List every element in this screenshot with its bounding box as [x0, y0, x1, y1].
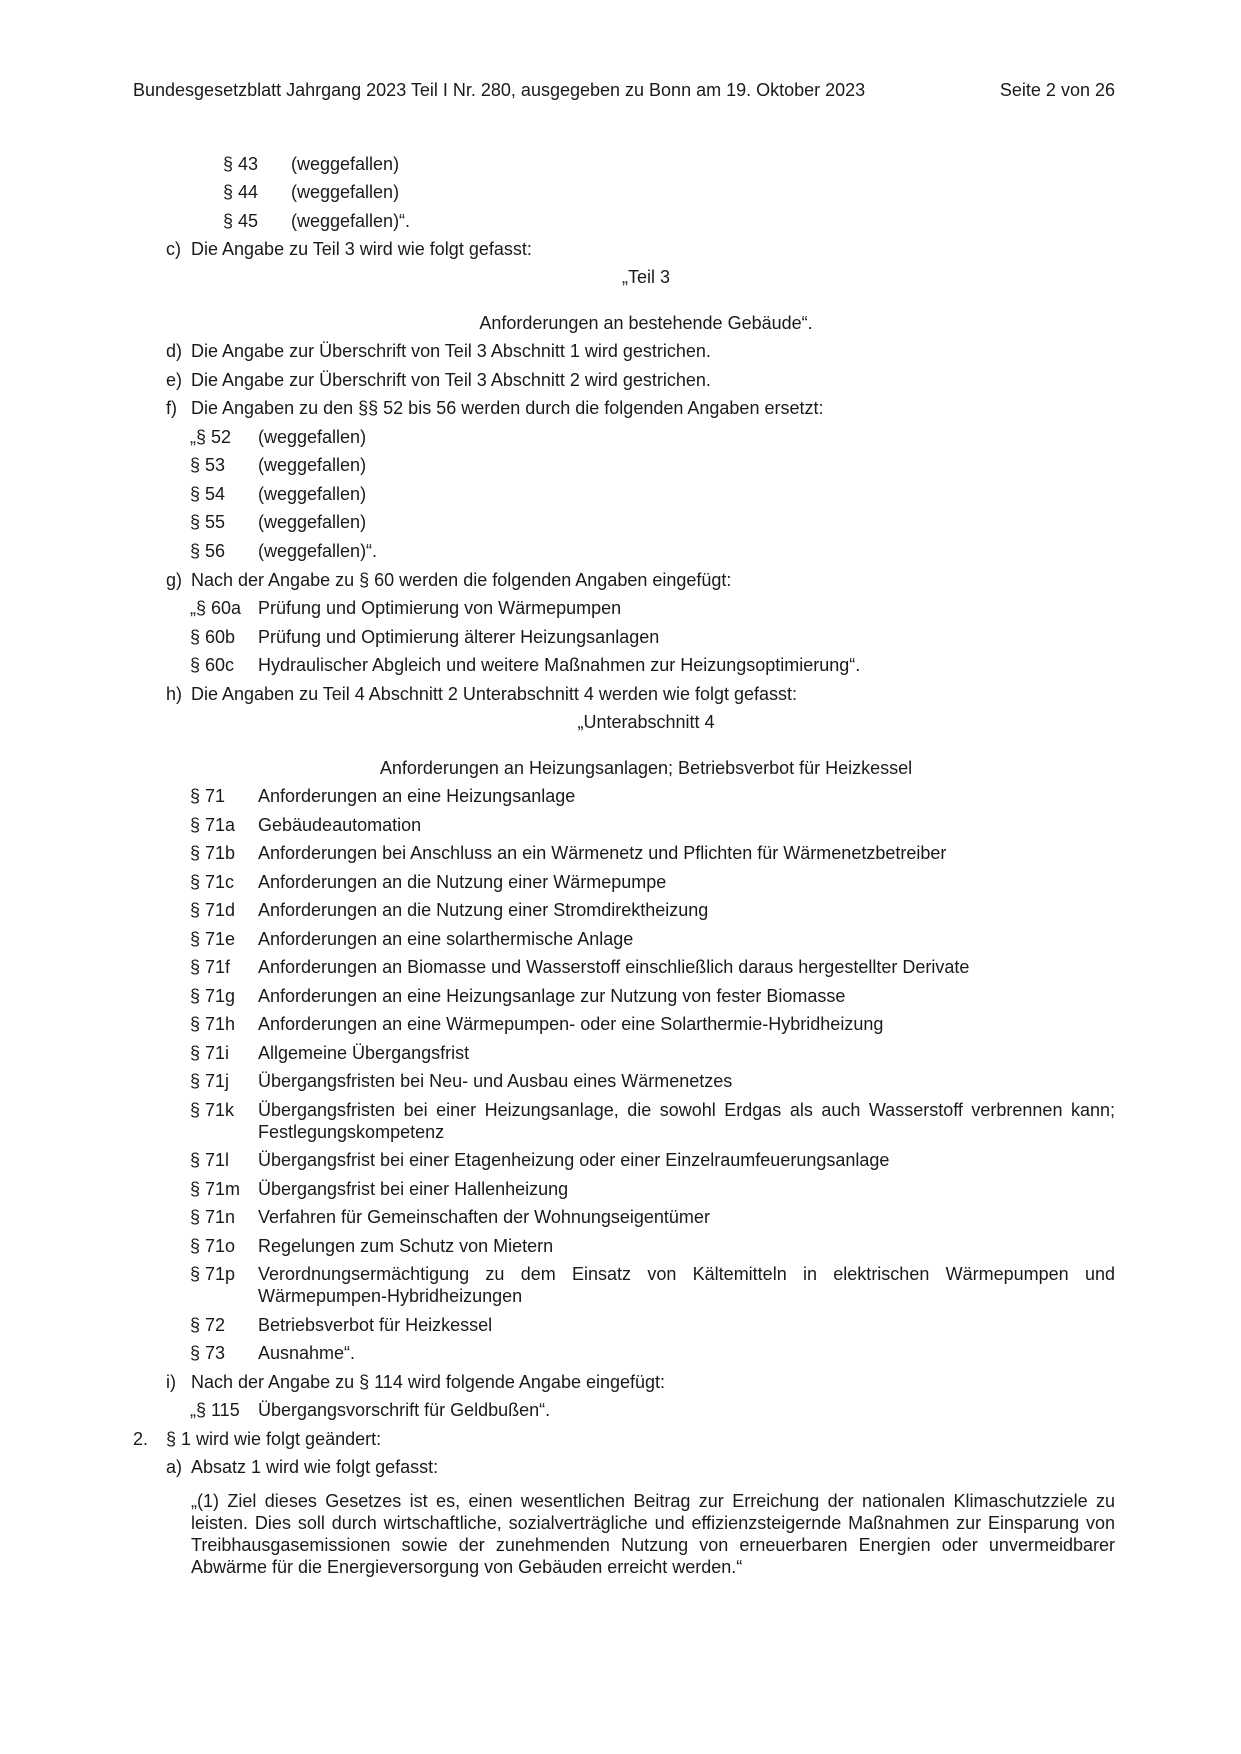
- item-text: Die Angaben zu Teil 4 Abschnitt 2 Unterabschnitt 4 werden wie folgt gefasst:: [191, 684, 798, 704]
- section-title: Anforderungen bei Anschluss an ein Wärmenetz und Pflichten für Wärmenetzbetreiber: [258, 843, 947, 863]
- section-title: Ausnahme“.: [258, 1343, 356, 1363]
- section-number: § 54: [190, 484, 226, 504]
- quoted-heading: „Unterabschnitt 4: [577, 712, 715, 732]
- item-letter: f): [166, 398, 177, 418]
- quoted-heading: „Teil 3: [621, 267, 671, 287]
- item-text: Die Angabe zu Teil 3 wird wie folgt gefasst:: [191, 239, 532, 259]
- quoted-heading: Anforderungen an bestehende Gebäude“.: [479, 313, 813, 333]
- section-number: „§ 52: [190, 427, 232, 447]
- item-text: Nach der Angabe zu § 60 werden die folgenden Angaben eingefügt:: [191, 570, 732, 590]
- item-letter: e): [166, 370, 183, 390]
- item-text: § 1 wird wie folgt geändert:: [166, 1429, 382, 1449]
- item-text: Die Angaben zu den §§ 52 bis 56 werden durch die folgenden Angaben ersetzt:: [191, 398, 824, 418]
- section-title: Anforderungen an eine Heizungsanlage: [258, 786, 576, 806]
- item-text: Absatz 1 wird wie folgt gefasst:: [191, 1457, 439, 1477]
- section-title: Anforderungen an die Nutzung einer Wärmepumpe: [258, 872, 667, 892]
- section-number: § 53: [190, 455, 226, 475]
- section-number: § 71h: [190, 1014, 236, 1034]
- section-number: § 71n: [190, 1207, 236, 1227]
- section-number: § 71g: [190, 986, 236, 1006]
- section-number: § 43: [223, 154, 259, 174]
- section-title: Anforderungen an eine Wärmepumpen- oder eine Solarthermie-Hybridheizung: [258, 1014, 884, 1034]
- section-title: (weggefallen): [258, 512, 367, 532]
- section-title: Übergangsfrist bei einer Hallenheizung: [258, 1179, 569, 1199]
- section-number: § 71d: [190, 900, 236, 920]
- section-number: § 44: [223, 182, 259, 202]
- section-number: § 72: [190, 1315, 226, 1335]
- page-number: Seite 2 von 26: [999, 80, 1115, 100]
- section-title: (weggefallen): [258, 455, 367, 475]
- section-title: Übergangsvorschrift für Geldbußen“.: [258, 1400, 551, 1420]
- gazette-title: Bundesgesetzblatt Jahrgang 2023 Teil I Nr. 280, ausgegeben zu Bonn am 19. Oktober 2023: [133, 80, 866, 100]
- section-number: § 60c: [190, 655, 235, 675]
- quoted-heading: Anforderungen an Heizungsanlagen; Betriebsverbot für Heizkessel: [379, 758, 913, 778]
- item-text: Nach der Angabe zu § 114 wird folgende Angabe eingefügt:: [191, 1372, 666, 1392]
- section-number: § 55: [190, 512, 226, 532]
- item-letter: a): [166, 1457, 183, 1477]
- section-title: Verfahren für Gemeinschaften der Wohnungseigentümer: [258, 1207, 710, 1227]
- section-title: Anforderungen an eine solarthermische Anlage: [258, 929, 634, 949]
- section-title: Übergangsfrist bei einer Etagenheizung oder einer Einzelraumfeuerungsanlage: [258, 1150, 890, 1170]
- section-title: Betriebsverbot für Heizkessel: [258, 1315, 493, 1335]
- section-title: Übergangsfristen bei einer Heizungsanlage, die sowohl Erdgas als auch Wasserstoff verbrennen kann; Festlegungskompetenz: [258, 1100, 1115, 1142]
- section-number: § 71e: [190, 929, 236, 949]
- section-title: (weggefallen)“.: [258, 541, 378, 561]
- section-number: § 71i: [190, 1043, 230, 1063]
- section-number: § 71k: [190, 1100, 235, 1120]
- section-number: § 71j: [190, 1071, 230, 1091]
- section-title: (weggefallen)“.: [291, 211, 411, 231]
- section-number: § 45: [223, 211, 259, 231]
- section-title: (weggefallen): [258, 427, 367, 447]
- section-title: Regelungen zum Schutz von Mietern: [258, 1236, 554, 1256]
- section-number: § 73: [190, 1343, 226, 1363]
- quoted-paragraph: „(1) Ziel dieses Gesetzes ist es, einen wesentlichen Beitrag zur Erreichung der nationalen Klimaschutzziele zu leisten. Dies soll durch wirtschaftliche, sozialverträgliche und effizienzsteigernde Maßnahmen zur Einsparung von Treibhausgasemissionen sowie der zunehmenden Nutzung von erneuerbaren Energien oder unvermeidbarer Abwärme für die Energieversorgung von Gebäuden erreicht werden.“: [191, 1491, 1115, 1577]
- page-header: [133, 80, 1115, 104]
- item-number: 2.: [133, 1429, 149, 1449]
- item-text: Die Angabe zur Überschrift von Teil 3 Abschnitt 2 wird gestrichen.: [191, 370, 711, 390]
- section-title: Anforderungen an die Nutzung einer Stromdirektheizung: [258, 900, 709, 920]
- section-number: § 71o: [190, 1236, 236, 1256]
- section-title: Anforderungen an Biomasse und Wasserstoff einschließlich daraus hergestellter Derivate: [258, 957, 970, 977]
- section-title: (weggefallen): [291, 182, 400, 202]
- item-letter: c): [166, 239, 181, 259]
- section-title: (weggefallen): [291, 154, 400, 174]
- section-title: (weggefallen): [258, 484, 367, 504]
- section-number: § 71a: [190, 815, 236, 835]
- section-number: § 56: [190, 541, 226, 561]
- section-number: § 71m: [190, 1179, 241, 1199]
- section-number: „§ 60a: [190, 598, 242, 618]
- section-title: Prüfung und Optimierung von Wärmepumpen: [258, 598, 622, 618]
- section-title: Verordnungsermächtigung zu dem Einsatz von Kältemitteln in elektrischen Wärmepumpen und Wärmepumpen-Hybridheizungen: [258, 1264, 1115, 1306]
- section-number: § 71p: [190, 1264, 236, 1284]
- section-title: Anforderungen an eine Heizungsanlage zur Nutzung von fester Biomasse: [258, 986, 846, 1006]
- section-number: § 71f: [190, 957, 231, 977]
- item-letter: i): [166, 1372, 176, 1392]
- section-title: Übergangsfristen bei Neu- und Ausbau eines Wärmenetzes: [258, 1071, 733, 1091]
- section-title: Prüfung und Optimierung älterer Heizungsanlagen: [258, 627, 660, 647]
- item-letter: d): [166, 341, 183, 361]
- item-letter: g): [166, 570, 183, 590]
- section-number: „§ 115: [190, 1400, 240, 1420]
- section-number: § 60b: [190, 627, 236, 647]
- section-title: Gebäudeautomation: [258, 815, 422, 835]
- section-number: § 71b: [190, 843, 236, 863]
- section-number: § 71: [190, 786, 226, 806]
- item-text: Die Angabe zur Überschrift von Teil 3 Abschnitt 1 wird gestrichen.: [191, 341, 711, 361]
- section-number: § 71l: [190, 1150, 230, 1170]
- item-letter: h): [166, 684, 183, 704]
- section-number: § 71c: [190, 872, 235, 892]
- section-title: Hydraulischer Abgleich und weitere Maßnahmen zur Heizungsoptimierung“.: [258, 655, 861, 675]
- section-title: Allgemeine Übergangsfrist: [258, 1043, 470, 1063]
